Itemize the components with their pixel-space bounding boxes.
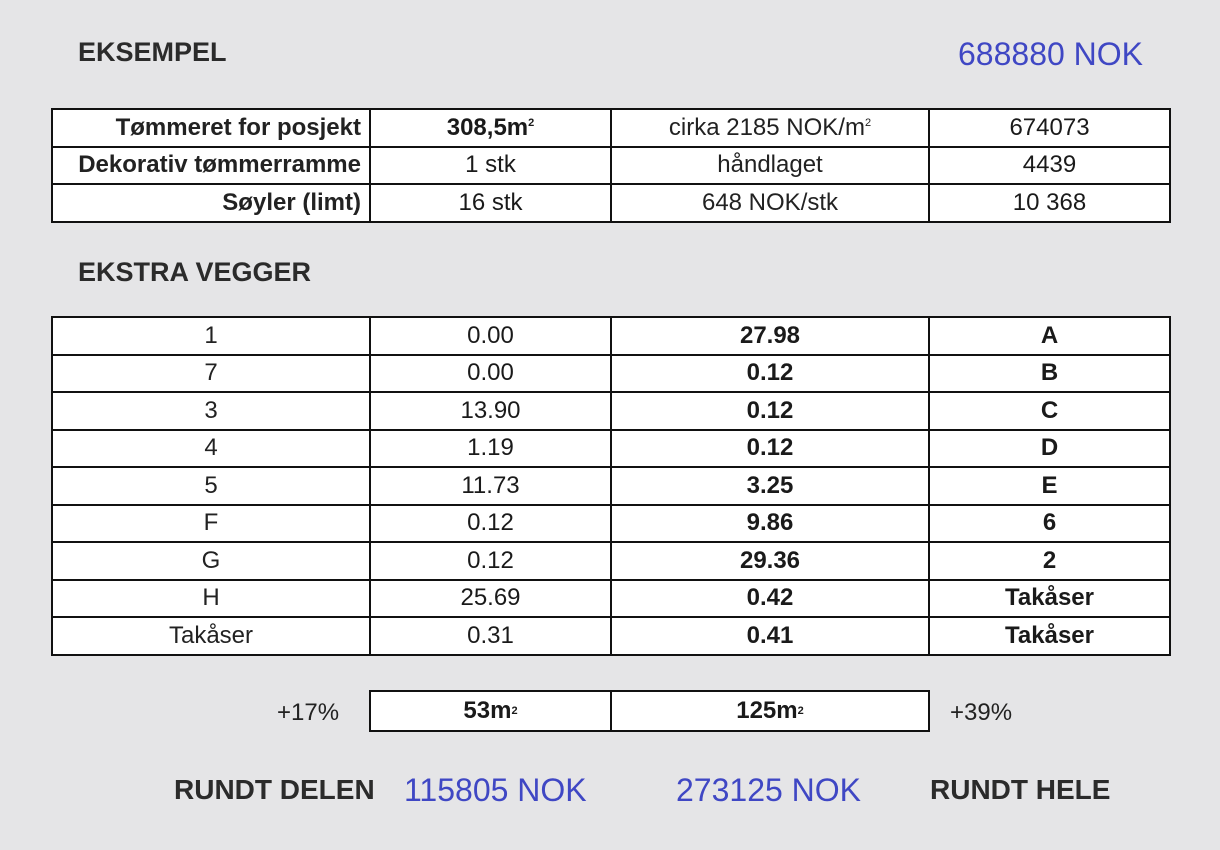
item-label: Dekorativ tømmerramme — [52, 147, 370, 185]
wall-col-3: 0.41 — [611, 617, 929, 655]
partial-total-value: 115805 NOK — [404, 772, 587, 808]
total-price: 688880 NOK — [958, 36, 1144, 72]
full-total-label: RUNDT HELE — [930, 774, 1111, 805]
item-amount: 674073 — [929, 109, 1170, 147]
extra-walls-table — [51, 316, 1171, 656]
table-row — [52, 580, 1170, 618]
wall-col-2: 11.73 — [370, 467, 611, 505]
page-title: EKSEMPEL — [78, 37, 227, 67]
table-row — [52, 430, 1170, 468]
area-summary — [369, 690, 930, 732]
wall-col-1: 1 — [52, 317, 370, 355]
wall-col-3: 3.25 — [611, 467, 929, 505]
table-row — [52, 184, 1170, 222]
table-row — [52, 355, 1170, 393]
wall-col-2: 0.00 — [370, 355, 611, 393]
wall-col-3: 27.98 — [611, 317, 929, 355]
wall-col-4: Takåser — [929, 580, 1170, 618]
right-area: 125m 2 — [736, 697, 804, 724]
table-row — [52, 617, 1170, 655]
item-rate: 648 NOK/stk — [611, 184, 929, 222]
wall-col-4: D — [929, 430, 1170, 468]
table-row — [52, 147, 1170, 185]
wall-col-2: 0.31 — [370, 617, 611, 655]
item-amount: 4439 — [929, 147, 1170, 185]
wall-col-4: B — [929, 355, 1170, 393]
item-quantity: 16 stk — [370, 184, 611, 222]
item-label: Tømmeret for posjekt — [52, 109, 370, 147]
wall-col-1: F — [52, 505, 370, 543]
item-quantity: 1 stk — [370, 147, 611, 185]
wall-col-1: 7 — [52, 355, 370, 393]
wall-col-2: 1.19 — [370, 430, 611, 468]
wall-col-2: 0.12 — [370, 505, 611, 543]
wall-col-2: 0.00 — [370, 317, 611, 355]
wall-col-3: 0.12 — [611, 430, 929, 468]
wall-col-4: 2 — [929, 542, 1170, 580]
item-rate: håndlaget — [611, 147, 929, 185]
wall-col-3: 0.12 — [611, 392, 929, 430]
wall-col-1: H — [52, 580, 370, 618]
wall-col-4: A — [929, 317, 1170, 355]
partial-total-label: RUNDT DELEN — [174, 774, 375, 805]
wall-col-3: 29.36 — [611, 542, 929, 580]
table-row — [52, 392, 1170, 430]
wall-col-3: 9.86 — [611, 505, 929, 543]
wall-col-4: Takåser — [929, 617, 1170, 655]
wall-col-4: E — [929, 467, 1170, 505]
item-rate: cirka 2185 NOK/$m^2$ — [611, 109, 929, 147]
item-amount: 10 368 — [929, 184, 1170, 222]
main-price-table — [51, 108, 1171, 223]
wall-col-1: Takåser — [52, 617, 370, 655]
wall-col-1: 5 — [52, 467, 370, 505]
wall-col-1: 3 — [52, 392, 370, 430]
wall-col-1: G — [52, 542, 370, 580]
item-quantity: $308,5m^2$ — [370, 109, 611, 147]
wall-col-3: 0.12 — [611, 355, 929, 393]
wall-col-4: 6 — [929, 505, 1170, 543]
full-total-value: 273125 NOK — [676, 772, 862, 808]
table-row — [52, 109, 1170, 147]
table-row — [52, 317, 1170, 355]
wall-col-1: 4 — [52, 430, 370, 468]
wall-col-2: 25.69 — [370, 580, 611, 618]
section-title-extra-walls: EKSTRA VEGGER — [78, 257, 312, 287]
wall-col-2: 0.12 — [370, 542, 611, 580]
table-row — [52, 542, 1170, 580]
left-percentage: +17% — [277, 699, 340, 726]
right-percentage: +39% — [950, 699, 1013, 726]
left-area: 53m 2 — [371, 692, 612, 730]
table-row — [52, 467, 1170, 505]
wall-col-2: 13.90 — [370, 392, 611, 430]
table-row — [52, 505, 1170, 543]
wall-col-4: C — [929, 392, 1170, 430]
wall-col-3: 0.42 — [611, 580, 929, 618]
item-label: Søyler (limt) — [52, 184, 370, 222]
